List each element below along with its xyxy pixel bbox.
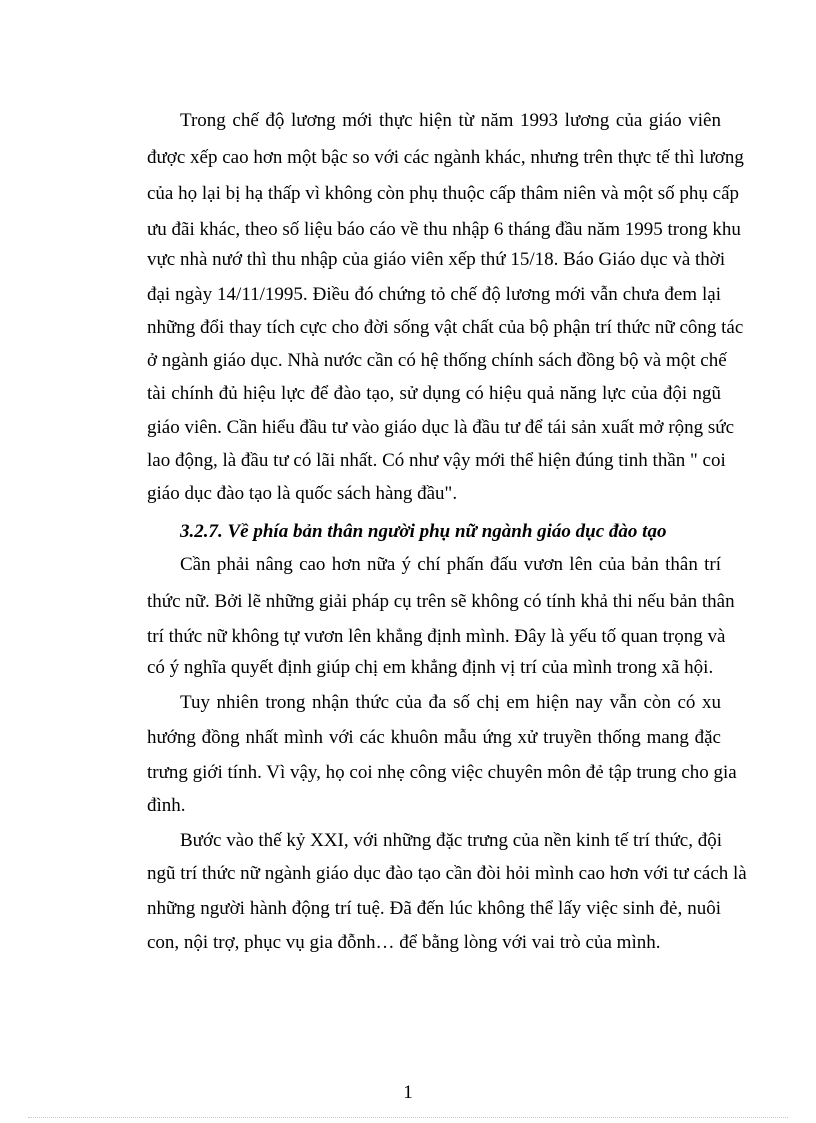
text-line: thức nữ. Bởi lẽ những giải pháp cụ trên sẽ không có tính khả thi nếu bản thân bbox=[147, 591, 735, 612]
section-heading: 3.2.7. Về phía bản thân người phụ nữ ngành giáo dục đào tạo bbox=[180, 521, 667, 542]
text-line: đình. bbox=[147, 795, 186, 816]
text-line: của họ lại bị hạ thấp vì không còn phụ thuộc cấp thâm niên và một số phụ cấp bbox=[147, 183, 740, 204]
text-line: giáo dục đào tạo là quốc sách hàng đầu". bbox=[147, 483, 458, 504]
text-line: ở ngành giáo dục. Nhà nước cần có hệ thống chính sách đồng bộ và một chế bbox=[147, 350, 727, 371]
text-line: những đổi thay tích cực cho đời sống vật chất của bộ phận trí thức nữ công tác bbox=[147, 317, 744, 338]
text-line: ưu đãi khác, theo số liệu báo cáo về thu nhập 6 tháng đầu năm 1995 trong khu bbox=[147, 219, 741, 240]
page-number: 1 bbox=[403, 1082, 413, 1103]
text-line: hướng đồng nhất mình với các khuôn mẫu ứng xử truyền thống mang đặc bbox=[147, 727, 721, 748]
text-line: có ý nghĩa quyết định giúp chị em khẳng định vị trí của mình trong xã hội. bbox=[147, 657, 714, 678]
text-line: Trong chế độ lương mới thực hiện từ năm 1993 lương của giáo viên bbox=[180, 110, 721, 131]
text-line: Cần phải nâng cao hơn nữa ý chí phấn đấu vươn lên của bản thân trí bbox=[180, 554, 721, 575]
text-line: đại ngày 14/11/1995. Điều đó chứng tỏ chế độ lương mới vẫn chưa đem lại bbox=[147, 284, 721, 305]
text-line: Bước vào thế kỷ XXI, với những đặc trưng của nền kinh tế trí thức, đội bbox=[180, 830, 722, 851]
text-line: tài chính đủ hiệu lực để đào tạo, sử dụng có hiệu quả năng lực của đội ngũ bbox=[147, 383, 721, 404]
text-line: vực nhà nướ thì thu nhập của giáo viên xếp thứ 15/18. Báo Giáo dục và thời bbox=[147, 249, 726, 270]
text-line: những người hành động trí tuệ. Đã đến lúc không thể lấy việc sinh đẻ, nuôi bbox=[147, 898, 721, 919]
text-line: con, nội trợ, phục vụ gia đỗnh… để bằng lòng với vai trò của mình. bbox=[147, 932, 661, 953]
text-line: trí thức nữ không tự vươn lên khẳng định mình. Đây là yếu tố quan trọng và bbox=[147, 626, 726, 647]
text-line: Tuy nhiên trong nhận thức của đa số chị em hiện nay vẫn còn có xu bbox=[180, 692, 721, 713]
text-line: được xếp cao hơn một bậc so với các ngành khác, nhưng trên thực tế thì lương bbox=[147, 147, 744, 168]
text-line: lao động, là đầu tư có lãi nhất. Có như vậy mới thể hiện đúng tinh thần " coi bbox=[147, 450, 726, 471]
page-bottom-divider bbox=[28, 1117, 788, 1118]
text-line: giáo viên. Cần hiểu đầu tư vào giáo dục là đầu tư để tái sản xuất mở rộng sức bbox=[147, 417, 735, 438]
text-line: ngũ trí thức nữ ngành giáo dục đào tạo cần đòi hỏi mình cao hơn với tư cách là bbox=[147, 863, 747, 884]
text-line: trưng giới tính. Vì vậy, họ coi nhẹ công việc chuyên môn đẻ tập trung cho gia bbox=[147, 762, 737, 783]
